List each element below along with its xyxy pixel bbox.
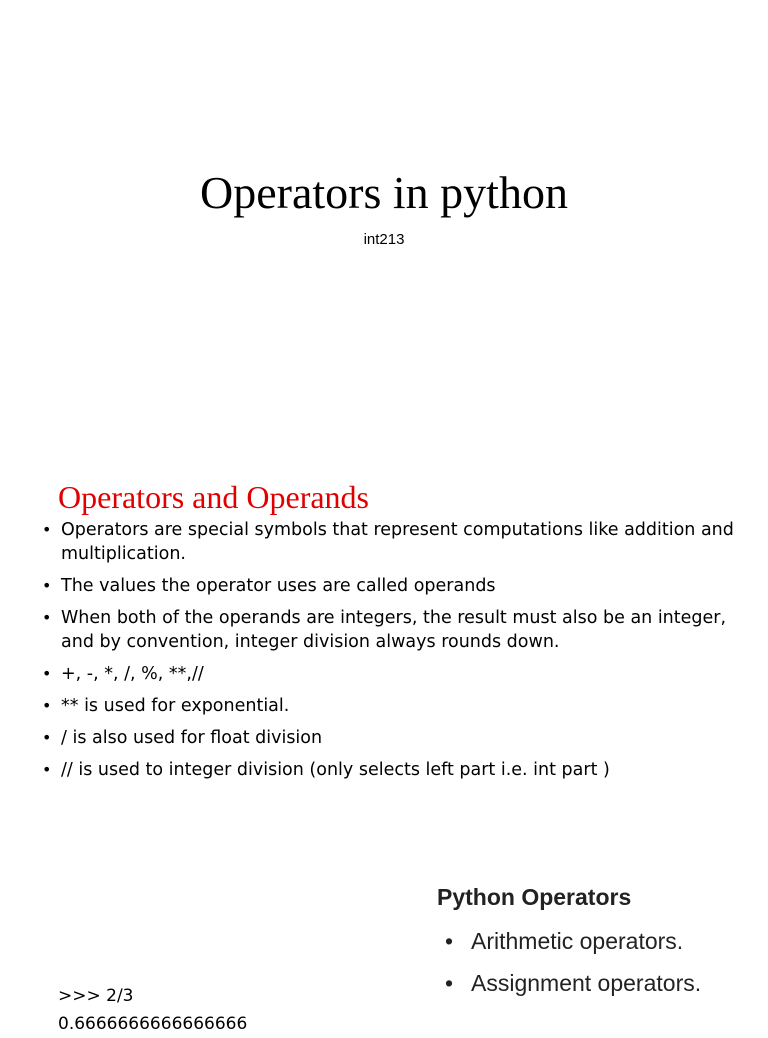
bullet-icon: • — [42, 608, 52, 627]
title-slide — [0, 0, 768, 450]
operators-image-panel — [437, 882, 767, 1010]
list-item — [42, 518, 742, 566]
list-item — [437, 926, 767, 956]
panel-title: Python Operators — [437, 884, 632, 910]
panel-item-text: Assignment operators. — [471, 970, 702, 996]
list-item — [437, 968, 767, 998]
code-line: >>> 2/3 — [58, 986, 134, 1006]
slide-title: Operators in python — [200, 167, 568, 218]
list-item — [42, 726, 742, 750]
bullet-text: The values the operator uses are called operands — [61, 576, 496, 596]
bullet-text: Operators are special symbols that represent computations like addition and multiplication. — [61, 520, 734, 564]
list-item — [42, 758, 742, 782]
code-line: 0.6666666666666666 — [58, 1014, 248, 1034]
bullet-text: // is used to integer division (only selects left part i.e. int part ) — [61, 760, 610, 780]
content-slide — [0, 450, 768, 1034]
slide-heading: Operators and Operands — [58, 479, 369, 515]
bullet-text: ** is used for exponential. — [61, 696, 290, 716]
slide-subtitle: int213 — [363, 231, 405, 248]
bullet-list — [42, 518, 742, 790]
list-item — [42, 574, 742, 598]
bullet-icon: • — [42, 760, 52, 779]
bullet-icon: • — [42, 520, 52, 539]
code-example — [58, 982, 247, 1038]
list-item — [42, 662, 742, 686]
bullet-icon: • — [42, 664, 52, 683]
list-item — [42, 606, 742, 654]
bullet-icon: • — [445, 970, 454, 996]
panel-list — [437, 926, 767, 998]
bullet-icon: • — [42, 576, 52, 595]
bullet-icon: • — [42, 728, 52, 747]
bullet-text: +, -, *, /, %, **,// — [61, 664, 204, 684]
bullet-icon: • — [42, 696, 52, 715]
bullet-text: When both of the operands are integers, the result must also be an integer, and by convention, integer division always rounds down. — [61, 608, 727, 652]
list-item — [42, 694, 742, 718]
panel-item-text: Arithmetic operators. — [471, 928, 684, 954]
bullet-icon: • — [445, 928, 454, 954]
bullet-text: / is also used for float division — [61, 728, 323, 748]
